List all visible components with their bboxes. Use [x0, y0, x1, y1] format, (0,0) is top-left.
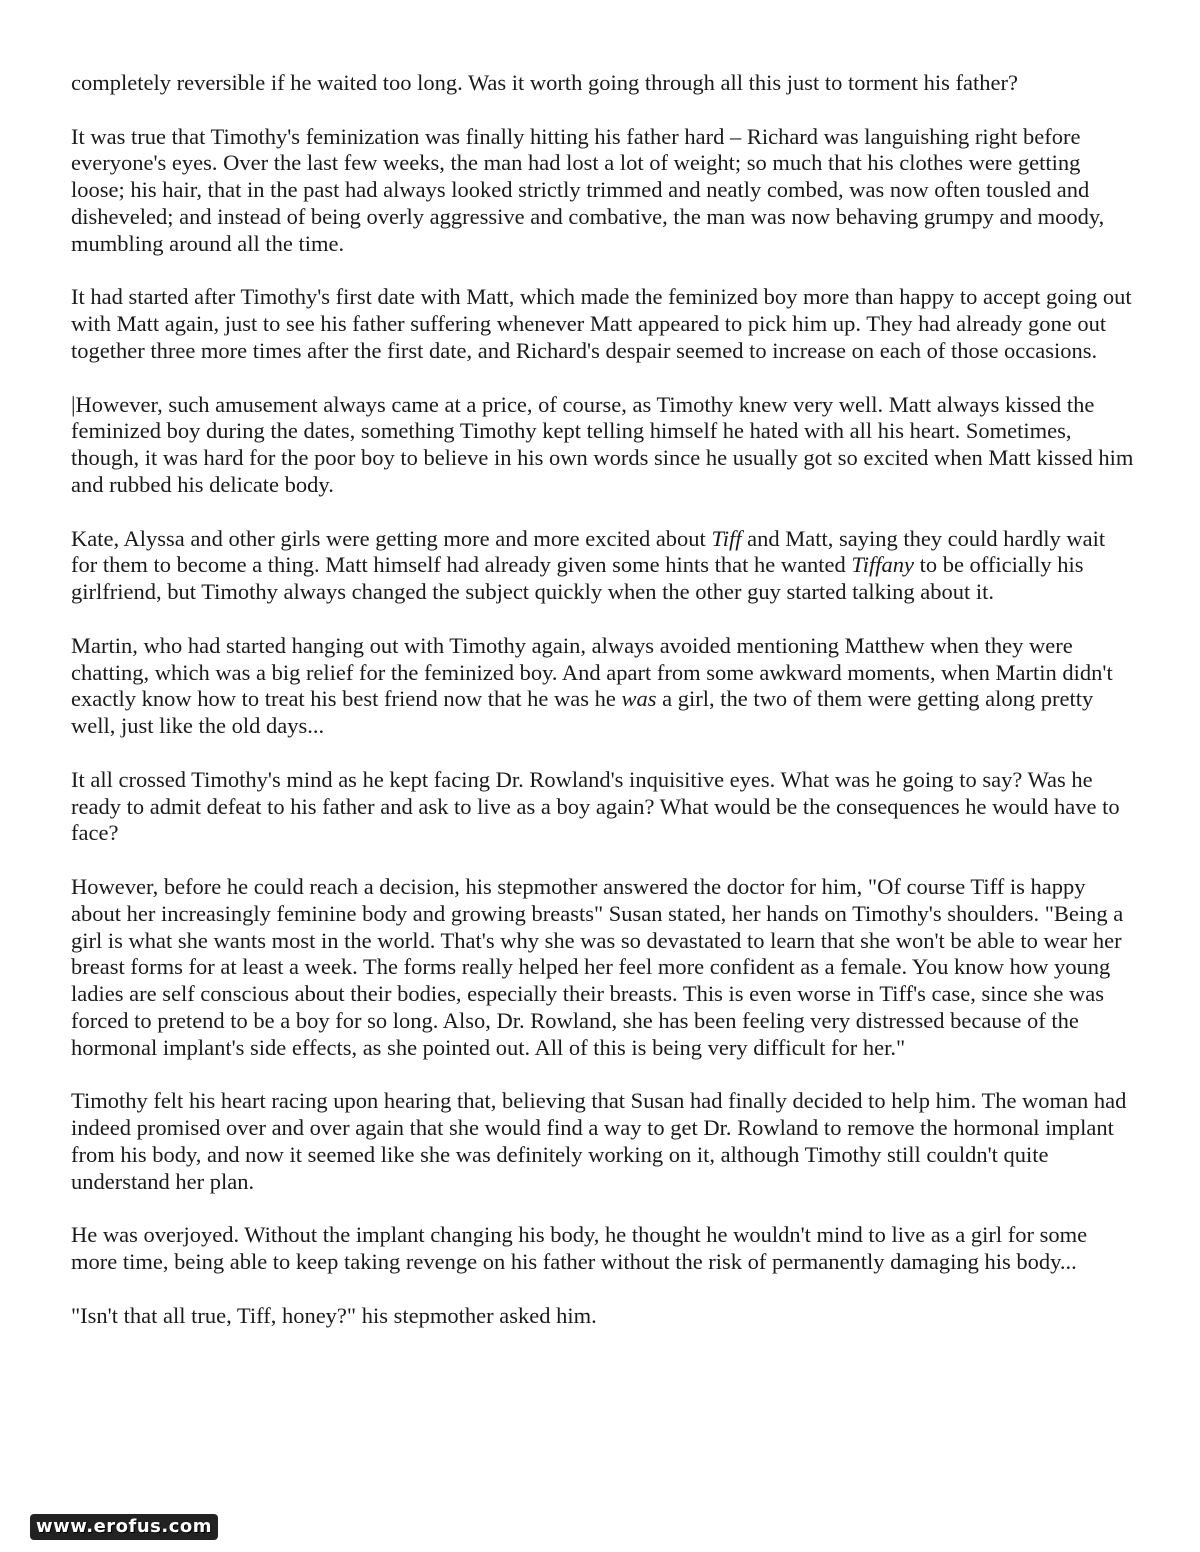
paragraph [71, 1088, 1136, 1195]
paragraph-italic-text: Tiffany [851, 552, 914, 578]
paragraph [71, 874, 1136, 1062]
paragraph-text: "Isn't that all true, Tiff, honey?" his stepmother asked him. [71, 1302, 597, 1328]
paragraph-text: He was overjoyed. Without the implant changing his body, he thought he wouldn't mind to live as a girl for some more time, being able to keep taking revenge on his father without the risk of permanently damaging his body... [71, 1222, 1088, 1275]
document-page [71, 70, 1136, 1329]
paragraph-text: a girl, the two of them were getting along pretty well, just like the old days... [71, 686, 1094, 739]
paragraph-text: completely reversible if he waited too long. Was it worth going through all this just to torment his father? [71, 70, 1018, 95]
paragraph [71, 70, 1136, 97]
paragraph-text: and Matt, saying they could hardly wait for them to become a thing. Matt himself had already given some hints that he wanted [71, 525, 1106, 578]
paragraph-italic-text: Tiff [711, 525, 742, 551]
paragraph [71, 1303, 1136, 1330]
paragraph [71, 526, 1136, 606]
paragraph-text: Timothy felt his heart racing upon hearing that, believing that Susan had finally decided to help him. The woman had indeed promised over and over again that she would find a way to get Dr. Rowland to remove the hormonal implant from his body, and now it seemed like she was definitely working on it, although Timothy still couldn't quite understand her plan. [71, 1088, 1127, 1194]
paragraph-text: However, before he could reach a decision, his stepmother answered the doctor for him, "Of course Tiff is happy about her increasingly feminine body and growing breasts" Susan stated, her hands on Timothy's shoulders. "Being a girl is what she wants most in the world. That's why she was so devastated to learn that she won't be able to wear her breast forms for at least a week. The forms really helped her feel more confident as a female. You know how young ladies are self conscious about their bodies, especially their breasts. This is even worse in Tiff's case, since she was forced to pretend to be a boy for so long. Also, Dr. Rowland, she has been feeling very distressed because of the hormonal implant's side effects, as she pointed out. All of this is being very difficult for her." [71, 873, 1124, 1060]
paragraph [71, 767, 1136, 847]
watermark: www.erofus.com [30, 1514, 218, 1540]
paragraph [71, 284, 1136, 364]
paragraph [71, 1222, 1136, 1276]
paragraph [71, 124, 1136, 258]
paragraph-text: |However, such amusement always came at a price, of course, as Timothy knew very well. Matt always kissed the feminized boy during the dates, something Timothy kept telling himself he hated with all his heart. Sometimes, though, it was hard for the poor boy to believe in his own words since he usually got so excited when Matt kissed him and rubbed his delicate body. [71, 391, 1134, 497]
paragraph [71, 392, 1136, 499]
paragraph-text: Martin, who had started hanging out with Timothy again, always avoided mentioning Matthew when they were chatting, which was a big relief for the feminized boy. And apart from some awkward moments, when Martin didn't exactly know how to treat his best friend now that he was he [71, 632, 1113, 712]
paragraph-text: It had started after Timothy's first date with Matt, which made the feminized boy more than happy to accept going out with Matt again, just to see his father suffering whenever Matt appeared to pick him up. They had already gone out together three more times after the first date, and Richard's despair seemed to increase on each of those occasions. [71, 284, 1132, 363]
paragraph-text: It all crossed Timothy's mind as he kept facing Dr. Rowland's inquisitive eyes. What was he going to say? Was he ready to admit defeat to his father and ask to live as a boy again? What would be the consequences he would have to face? [71, 766, 1120, 846]
paragraph-text: It was true that Timothy's feminization was finally hitting his father hard – Richard was languishing right before everyone's eyes. Over the last few weeks, the man had lost a lot of weight; so much that his clothes were getting loose; his hair, that in the past had always looked strictly trimmed and neatly combed, was now often tousled and disheveled; and instead of being overly aggressive and combative, the man was now behaving grumpy and moody, mumbling around all the time. [71, 123, 1105, 256]
paragraph-text: to be officially his girlfriend, but Timothy always changed the subject quickly when the other guy started talking about it. [71, 552, 1084, 605]
paragraph-text: Kate, Alyssa and other girls were getting more and more excited about [71, 525, 712, 551]
paragraph-italic-text: was [621, 686, 657, 712]
paragraph [71, 633, 1136, 740]
